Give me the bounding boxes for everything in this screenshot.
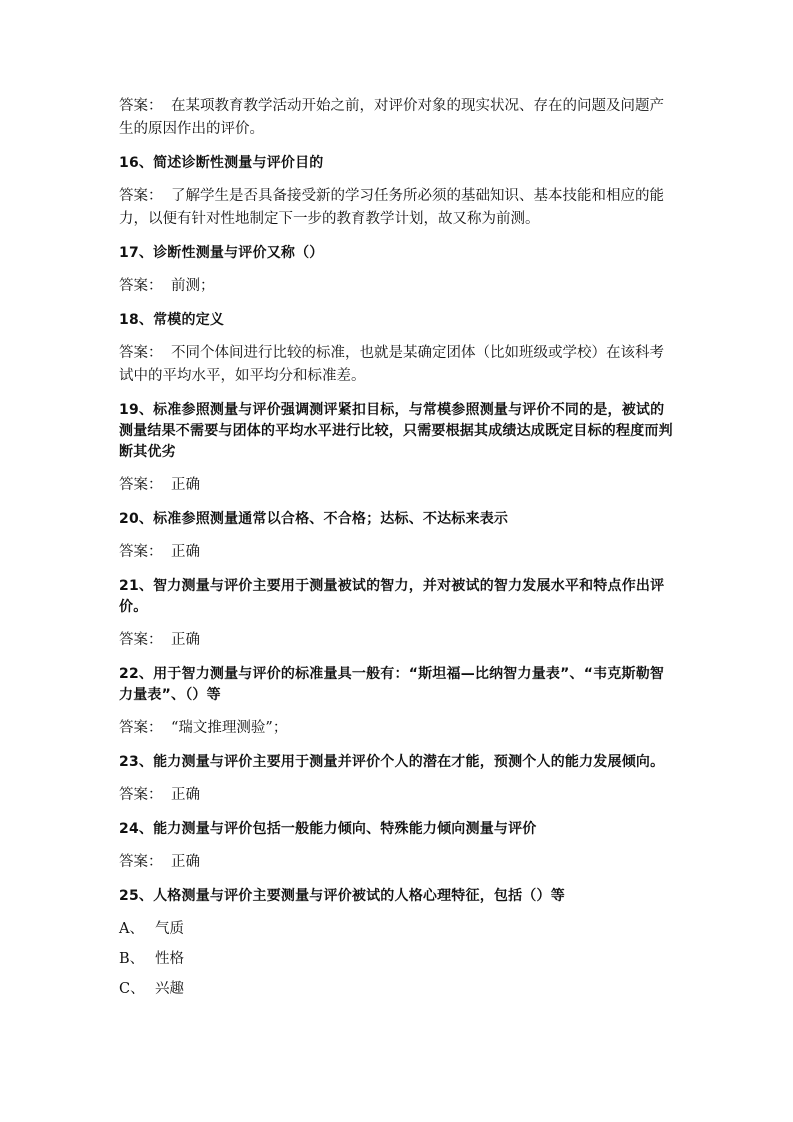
question-title: [119, 819, 675, 840]
option-c: [119, 978, 675, 1000]
answer-text: “瑞文推理测验”；: [171, 720, 288, 736]
question-title: [119, 752, 675, 773]
option-label: C、: [119, 981, 145, 997]
question-text: 标准参照测量通常以合格、不合格；达标、不达标来表示: [153, 511, 509, 527]
answer: [119, 851, 675, 874]
answer-text: 正确: [171, 854, 200, 870]
question-number: 19、: [119, 402, 154, 418]
answer-label: 答案：: [119, 278, 163, 294]
question-19: [119, 400, 675, 497]
option-b: [119, 948, 675, 970]
answer-text: 在某项教育教学活动开始之前，对评价对象的现实状况、存在的问题及问题产生的原因作出的评价。: [119, 98, 664, 137]
answer: [119, 474, 675, 497]
question-number: 20、: [119, 511, 154, 527]
answer-text: 正确: [171, 477, 200, 493]
answer-15: [119, 95, 675, 141]
option-a: [119, 918, 675, 940]
question-text: 常模的定义: [153, 312, 225, 328]
question-22: [119, 664, 675, 740]
answer-text: 正确: [171, 787, 200, 803]
question-number: 17、: [119, 245, 154, 261]
answer-label: 答案：: [119, 632, 163, 648]
question-number: 18、: [119, 312, 154, 328]
question-number: 21、: [119, 578, 154, 594]
question-number: 24、: [119, 821, 154, 837]
question-text: 能力测量与评价包括一般能力倾向、特殊能力倾向测量与评价: [153, 821, 537, 837]
answer: [119, 717, 675, 740]
answer-label: 答案：: [119, 854, 163, 870]
question-number: 23、: [119, 754, 154, 770]
question-18: [119, 310, 675, 388]
question-text: 标准参照测量与评价强调测评紧扣目标，与常模参照测量与评价不同的是，被试的测量结果不需要与团体的平均水平进行比较，只需要根据其成绩达成既定目标的程度而判断其优劣: [119, 402, 673, 460]
answer: [119, 629, 675, 652]
question-title: [119, 243, 675, 264]
answer: [119, 541, 675, 564]
answer-label: 答案：: [119, 477, 163, 493]
answer-label: 答案：: [119, 544, 163, 560]
answer-text: 正确: [171, 544, 200, 560]
option-label: A、: [119, 921, 144, 937]
question-text: 智力测量与评价主要用于测量被试的智力，并对被试的智力发展水平和特点作出评价。: [119, 578, 665, 615]
answer: [119, 275, 675, 298]
question-24: [119, 819, 675, 874]
question-title: [119, 664, 675, 706]
document-body: [119, 95, 675, 1012]
answer-label: 答案：: [119, 720, 163, 736]
answer-text: 不同个体间进行比较的标准，也就是某确定团体（比如班级或学校）在该科考试中的平均水平，如平均分和标准差。: [119, 345, 664, 384]
answer: [119, 342, 675, 388]
option-text: 兴趣: [155, 981, 184, 997]
question-text: 人格测量与评价主要测量与评价被试的人格心理特征，包括（）等: [153, 888, 565, 904]
question-text: 能力测量与评价主要用于测量并评价个人的潜在才能，预测个人的能力发展倾向。: [153, 754, 665, 770]
question-17: [119, 243, 675, 298]
question-title: [119, 576, 675, 618]
question-text: 用于智力测量与评价的标准量具一般有：“斯坦福—比纳智力量表”、“韦克斯勒智力量表”、（）等: [119, 666, 665, 703]
answer-label: 答案：: [119, 98, 163, 114]
answer-label: 答案：: [119, 188, 163, 204]
question-title: [119, 886, 675, 907]
question-number: 22、: [119, 666, 154, 682]
question-number: 25、: [119, 888, 154, 904]
question-21: [119, 576, 675, 652]
question-title: [119, 310, 675, 331]
option-text: 性格: [155, 951, 184, 967]
answer-text: 正确: [171, 632, 200, 648]
question-title: [119, 153, 675, 174]
question-text: 诊断性测量与评价又称（）: [153, 245, 324, 261]
answer: [119, 784, 675, 807]
answer-text: 前测；: [171, 278, 215, 294]
question-23: [119, 752, 675, 807]
option-text: 气质: [155, 921, 184, 937]
question-20: [119, 509, 675, 564]
answer-text: 了解学生是否具备接受新的学习任务所必须的基础知识、基本技能和相应的能力，以便有针对性地制定下一步的教育教学计划，故又称为前测。: [119, 188, 664, 227]
answer: [119, 185, 675, 231]
question-number: 16、: [119, 155, 154, 171]
question-title: [119, 400, 675, 463]
answer-label: 答案：: [119, 787, 163, 803]
answer-label: 答案：: [119, 345, 163, 361]
question-16: [119, 153, 675, 231]
option-label: B、: [119, 951, 145, 967]
question-25: [119, 886, 675, 1000]
question-title: [119, 509, 675, 530]
question-text: 简述诊断性测量与评价目的: [153, 155, 324, 171]
